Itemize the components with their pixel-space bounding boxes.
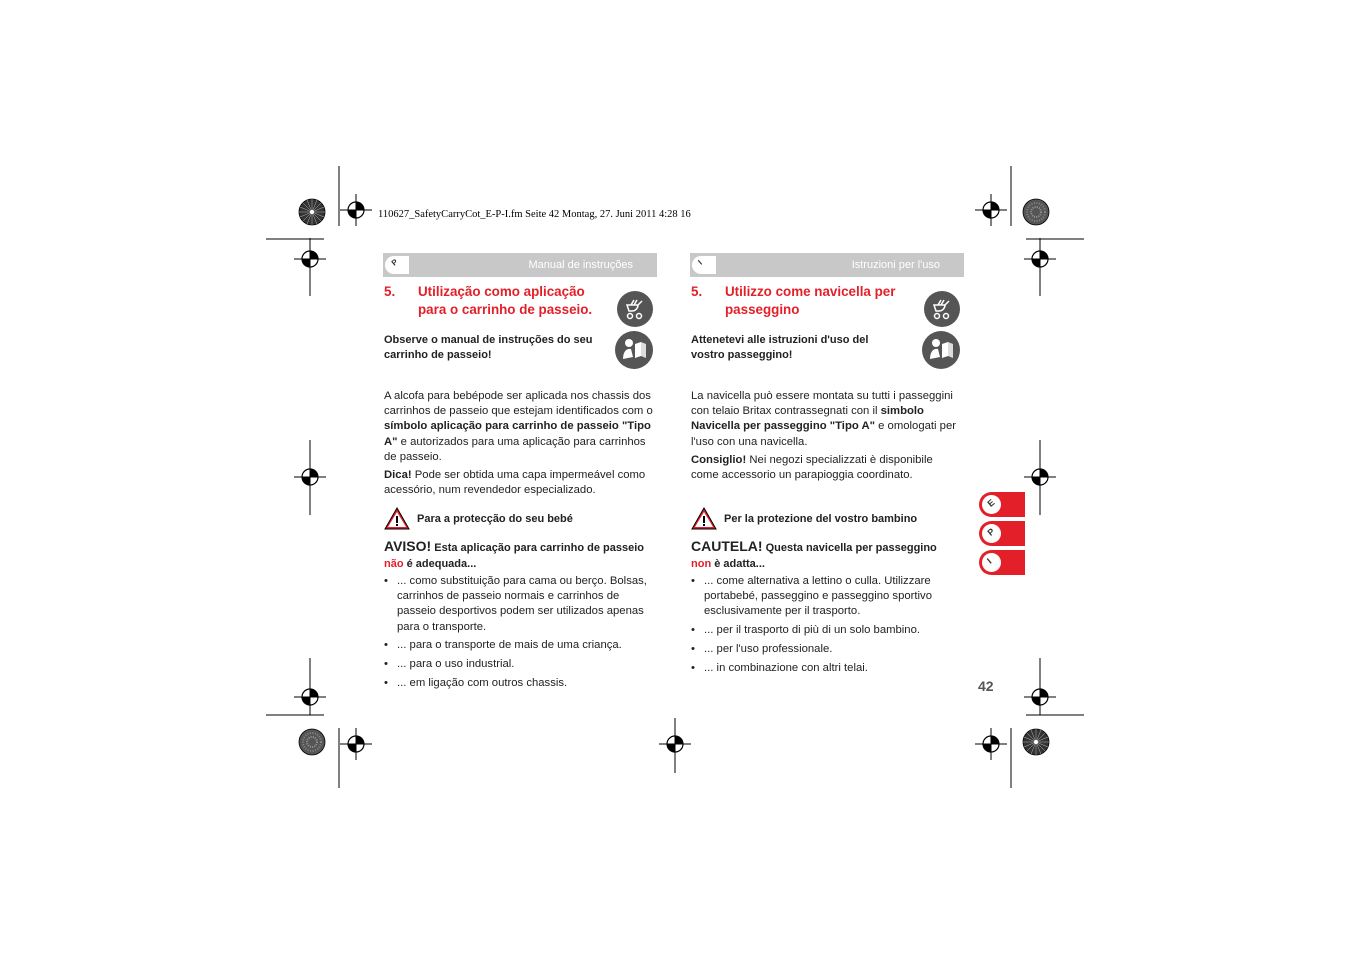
list-item: • ... como substituição para cama ou berço. Bolsas, carrinhos de passeio normais e carrinhos de passeio desportivos podem ser utilizados apenas para o transporte.: [384, 574, 656, 635]
language-tab-p: P: [979, 521, 1025, 546]
warning-title: Para a protecção do seu bebé: [417, 512, 573, 525]
file-info-line: 110627_SafetyCarryCot_E-P-I.fm Seite 42 Montag, 27. Juni 2011 4:28 16: [378, 209, 691, 220]
warning-bullet-list: [384, 574, 656, 694]
page-number: 42: [978, 678, 994, 694]
language-badge: I: [692, 256, 716, 274]
warning-title: Per la protezione del vostro bambino: [724, 512, 918, 525]
warning-bullet-list: [691, 574, 963, 679]
intro-note: Attenetevi alle istruzioni d'uso del vostro passeggino!: [691, 334, 869, 361]
list-item: • ... per l'uso professionale.: [691, 642, 963, 657]
column-italian: [691, 283, 963, 483]
tip-paragraph: Dica! Pode ser obtida uma capa impermeável como acessório, num revendedor especializado.: [384, 469, 646, 497]
list-item: • ... para o transporte de mais de uma criança.: [384, 638, 656, 653]
column-portuguese: [384, 283, 656, 498]
language-badge: P: [385, 256, 409, 274]
body-paragraph: A alcofa para bebépode ser aplicada nos chassis dos carrinhos de passeio que estejam identificados com o símbolo aplicação para carrinho de passeio "Tipo A" e autorizados para uma aplicação para carrinhos de passeio.: [384, 390, 653, 463]
warning-statement: AVISO! Esta aplicação para carrinho de passeio não é adequada...: [384, 538, 644, 570]
list-item: • ... per il trasporto di più di un solo bambino.: [691, 623, 963, 638]
stroller-icon: [924, 291, 960, 327]
stroller-icon: [617, 291, 653, 327]
section-heading: 5. Utilização como aplicação para o carrinho de passeio.: [384, 284, 593, 317]
language-tab-i: I: [979, 550, 1025, 575]
section-heading: 5. Utilizzo come navicella per passeggino: [691, 284, 896, 317]
warning-row: [384, 507, 573, 530]
tip-paragraph: Consiglio! Nei negozi specializzati è disponibile come accessorio un parapioggia coordinato.: [691, 453, 933, 482]
manual-reading-icon: [922, 331, 960, 369]
list-item: • ... in combinazione con altri telai.: [691, 661, 963, 676]
header-bar-portuguese: [383, 253, 657, 277]
warning-triangle-icon: [691, 507, 717, 530]
language-tab-e: E: [979, 492, 1025, 517]
list-item: • ... come alternativa a lettino o culla. Utilizzare portabebé, passeggino e passeggino sportivo esclusivamente per il trasporto.: [691, 574, 963, 620]
warning-statement: CAUTELA! Questa navicella per passeggino non è adatta...: [691, 538, 937, 570]
body-paragraph: La navicella può essere montata su tutti i passeggini con telaio Britax contrassegnati con il simbolo Navicella per passeggino "Tipo A" e omologati per l'uso con una navicella.: [691, 390, 956, 448]
list-item: • ... em ligação com outros chassis.: [384, 676, 656, 691]
list-item: • ... para o uso industrial.: [384, 657, 656, 672]
warning-row: [691, 507, 917, 530]
header-title: Istruzioni per l'uso: [851, 259, 940, 271]
manual-reading-icon: [615, 331, 653, 369]
warning-triangle-icon: [384, 507, 410, 530]
intro-note: Observe o manual de instruções do seu carrinho de passeio!: [384, 334, 593, 361]
header-bar-italian: [690, 253, 964, 277]
header-title: Manual de instruções: [528, 259, 633, 271]
